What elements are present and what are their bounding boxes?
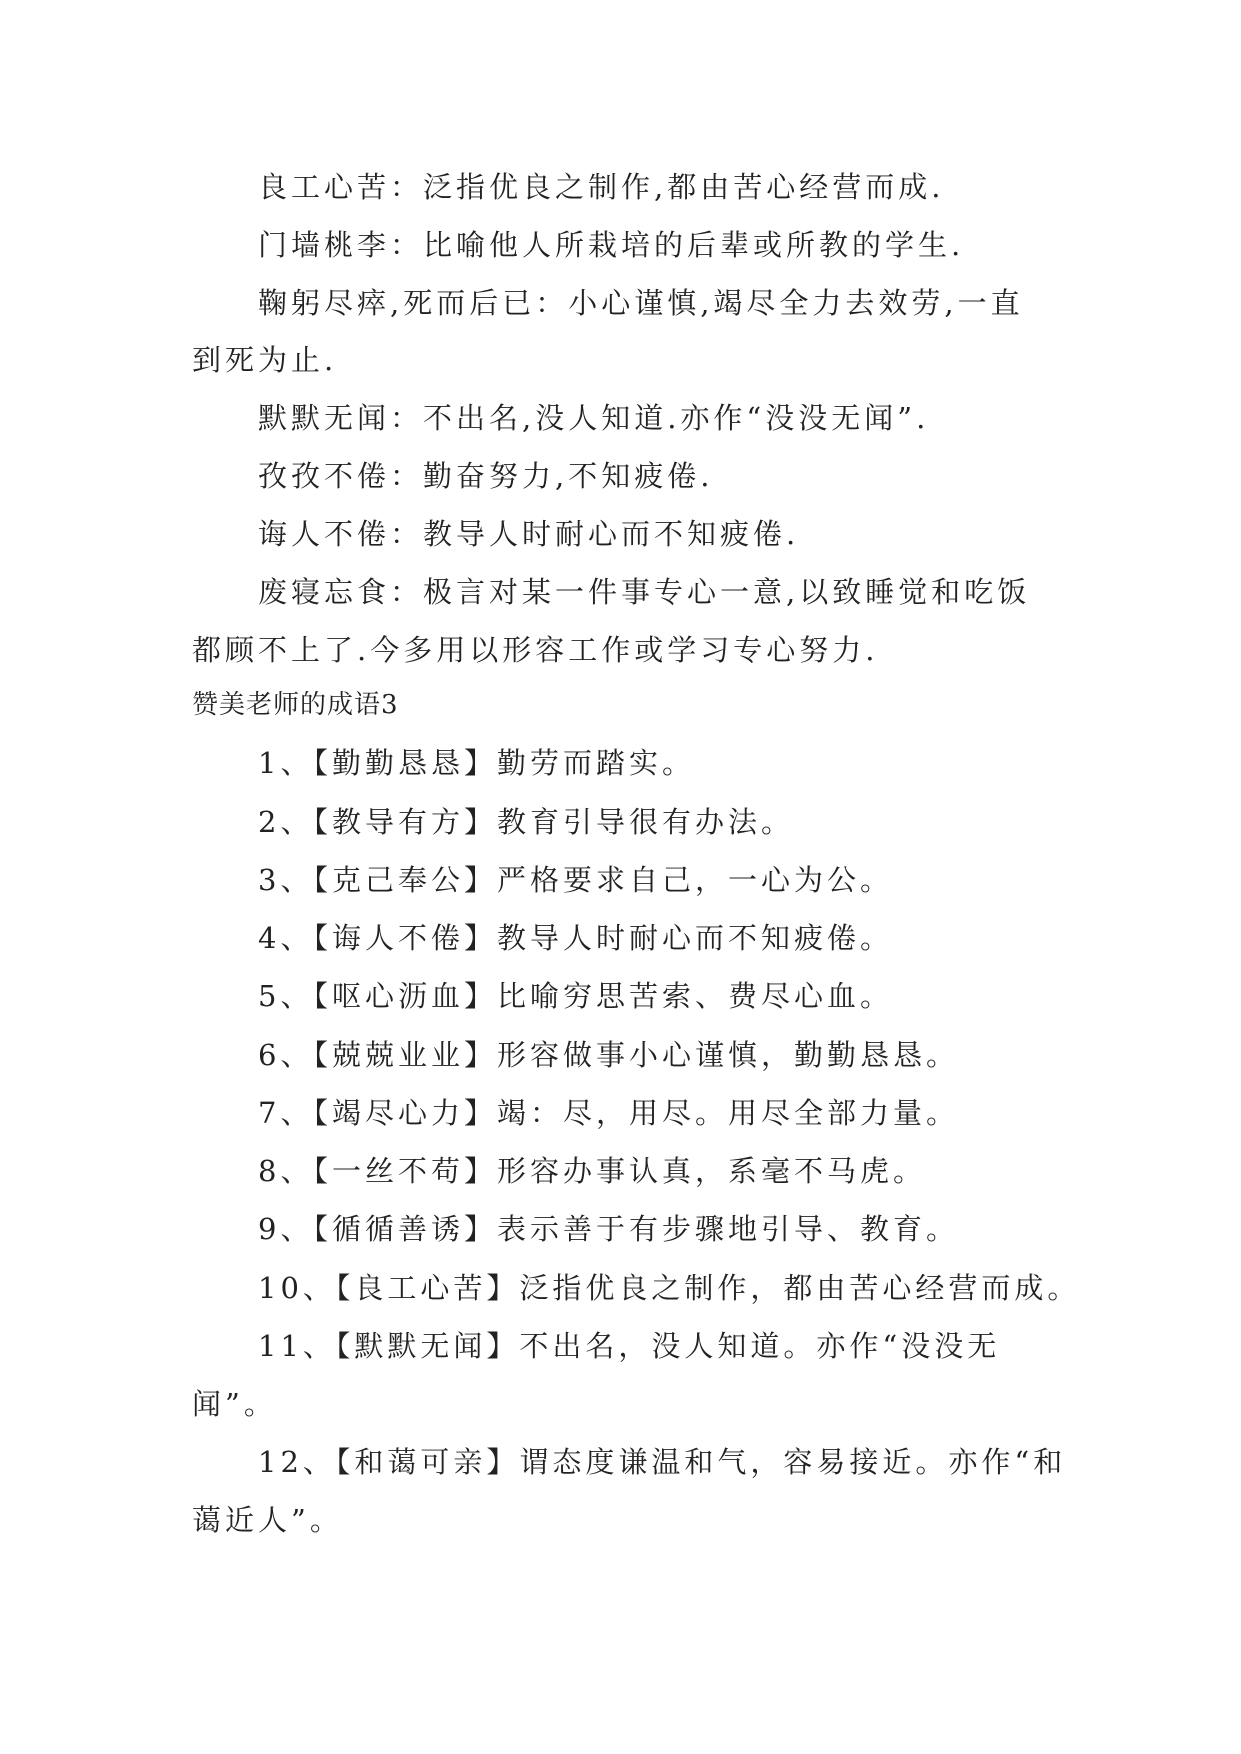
list-item: 2、【教导有方】教育引导很有办法。 [258, 805, 794, 839]
list-item: 5、【呕心沥血】比喻穷思苦索、费尽心血。 [258, 979, 893, 1013]
definition-line: 孜孜不倦：勤奋努力,不知疲倦. [258, 459, 714, 493]
list-item: 9、【循循善诱】表示善于有步骤地引导、教育。 [258, 1212, 959, 1246]
list-item: 10、【良工心苦】泛指优良之制作，都由苦心经营而成。 [258, 1271, 1081, 1305]
list-item: 8、【一丝不苟】形容办事认真，系毫不马虎。 [258, 1154, 926, 1188]
list-item: 7、【竭尽心力】竭：尽，用尽。用尽全部力量。 [258, 1096, 959, 1130]
definition-line-continued: 到死为止. [192, 343, 338, 377]
definition-line: 门墙桃李：比喻他人所栽培的后辈或所教的学生. [258, 228, 965, 262]
list-item: 3、【克己奉公】严格要求自己，一心为公。 [258, 863, 893, 897]
definition-line: 默默无闻：不出名,没人知道.亦作“没没无闻”. [258, 401, 930, 435]
list-item: 4、【诲人不倦】教导人时耐心而不知疲倦。 [258, 921, 893, 955]
definition-line: 鞠躬尽瘁,死而后已：小心谨慎,竭尽全力去效劳,一直 [258, 286, 1024, 320]
definition-line: 良工心苦：泛指优良之制作,都由苦心经营而成. [258, 170, 945, 204]
definition-line: 废寝忘食：极言对某一件事专心一意,以致睡觉和吃饭 [258, 575, 1031, 609]
list-item: 12、【和蔼可亲】谓态度谦温和气，容易接近。亦作“和 [258, 1445, 1067, 1479]
list-item: 1、【勤勤恳恳】勤劳而踏实。 [258, 746, 695, 780]
list-item: 6、【兢兢业业】形容做事小心谨慎，勤勤恳恳。 [258, 1038, 959, 1072]
definition-line-continued: 都顾不上了.今多用以形容工作或学习专心努力. [192, 633, 879, 667]
definition-line: 诲人不倦：教导人时耐心而不知疲倦. [258, 517, 800, 551]
section-title: 赞美老师的成语3 [192, 690, 399, 720]
list-item-continued: 蔼近人”。 [192, 1503, 343, 1537]
list-item-continued: 闻”。 [192, 1387, 277, 1421]
list-item: 11、【默默无闻】不出名，没人知道。亦作“没没无 [258, 1329, 1001, 1363]
